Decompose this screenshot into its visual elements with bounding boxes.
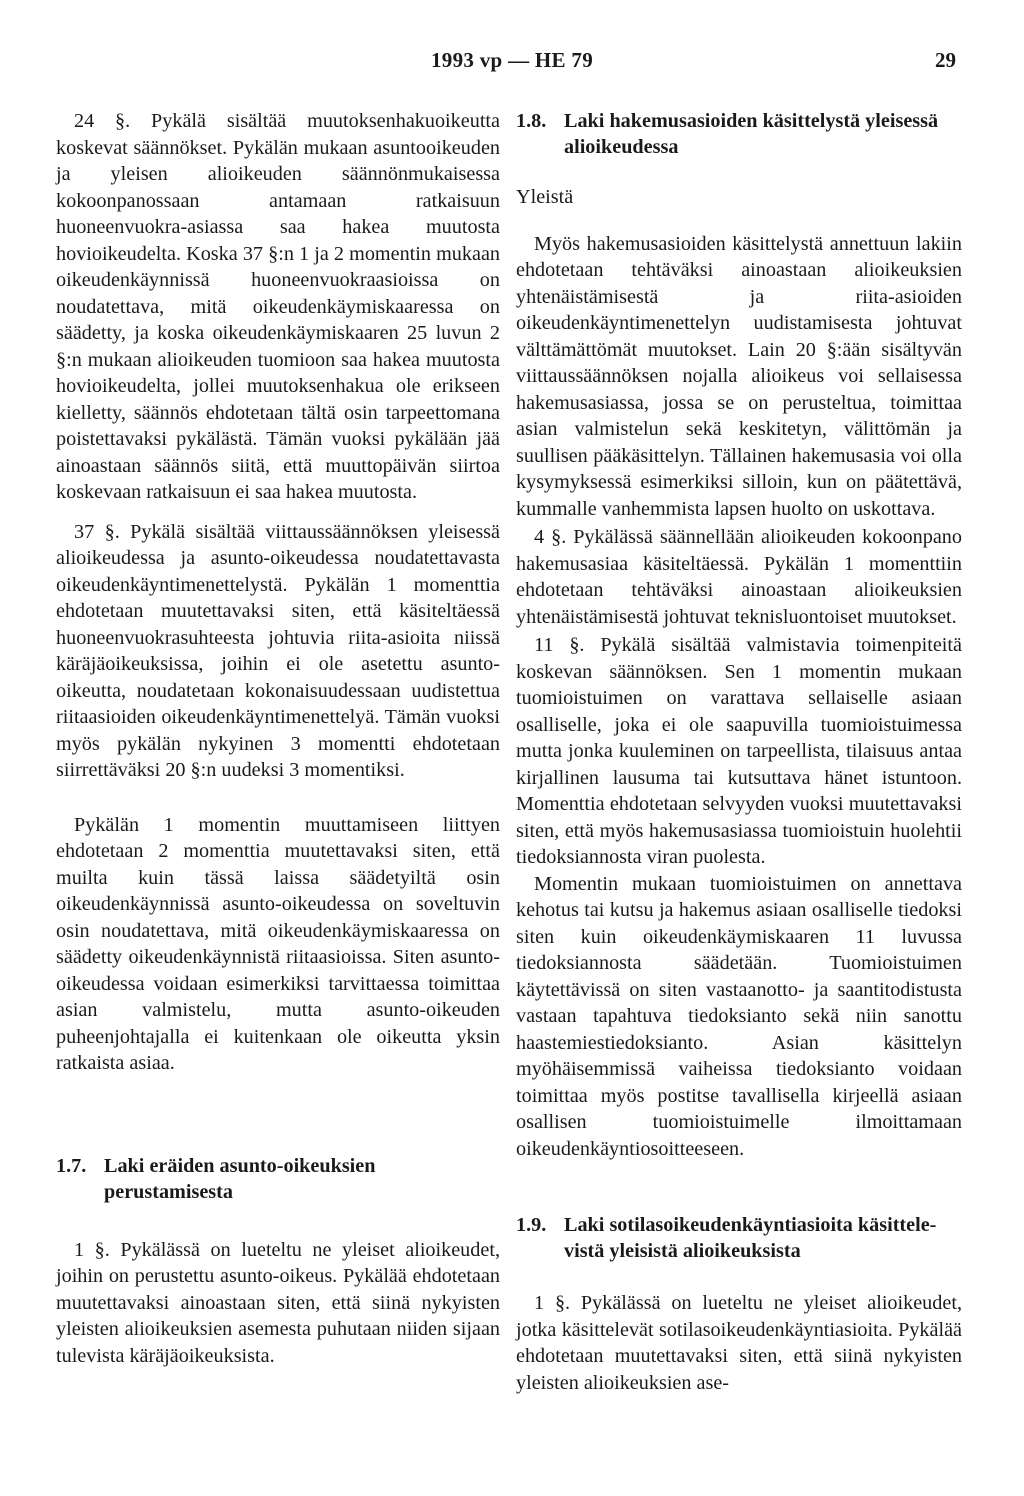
page-number: 29 [935,48,956,72]
paragraph-37-section: 37 §. Pykälä sisältää viittaussäännöksen yleisessä alioikeudessa ja asunto-oikeudessa noudatettavasta oikeudenkäyntimenettelystä. Pykälän 1 momenttia ehdotetaan muutettavaksi siten, että käsiteltäessä huoneenvuokrasuhteesta johtuvia riita-asioita niissä käräjäoikeuksissa, joihin ei ole asetettu asunto-oikeutta, noudatetaan kokonaisuudessaan uudistettua riitaasioiden oikeudenkäyntimenettelyä. Tämän vuoksi myös pykälän nykyinen 3 momentti ehdotetaan siirrettäväksi 20 §:n uudeksi 3 momentiksi. [56,520,500,781]
paragraph-1-section: 1 §. Pykälässä on lueteltu ne yleiset alioikeudet, joihin on perustettu asunto-oikeus. Pykälää ehdotetaan muutettavaksi ainoastaan siten, että siinä nykyisten yleisten alioikeuksien asemesta puhutaan niiden sijaan tulevista käräjäoikeuksista. [56,1238,500,1367]
paragraph-37-moment-1: Pykälän 1 momentin muuttamiseen liittyen ehdotetaan 2 momenttia muutettavaksi siten, että muilta kuin tässä laissa säädetyiltä osin oikeudenkäynnissä asunto-oikeudessa on soveltuvin osin noudatettava, mitä oikeudenkäymiskaaressa on säädetty oikeudenkäynnistä riitaasioissa. Siten asunto-oikeudessa voidaan esimerkiksi tarvittaessa toimittaa asian valmistelu, mutta asunto-oikeuden puheenjohtajalla ei kuitenkaan ole oikeutta yksin ratkaista asiaa. [56,813,500,1074]
left-column [56,108,500,1369]
section-number: 1.8. [516,110,547,132]
section-heading-1-7 [56,1153,500,1205]
section-title: Laki eräiden asunto-oikeuksien perustamisesta [104,1154,376,1203]
section-number: 1.9. [516,1214,547,1236]
section-title: Laki sotilasoikeudenkäyntiasioita käsittelevistä yleisistä alioikeuksista [564,1214,937,1262]
section-heading-1-9 [516,1212,962,1264]
paragraph-moment: Momentin mukaan tuomioistuimen on annettava kehotus tai kutsu ja hakemus asiaan osalliselle tiedoksi siten kuin oikeudenkäymiskaaren 11 luvussa tiedoksiannosta säädetään. Tuomioistuimen käytettävissä on siten vastaanotto- ja saantitodistusta vastaan tapahtuva tiedoksianto sekä niin sanottu haastemiestiedoksianto. Asian käsittelyn myöhäisemmissä vaiheissa tiedoksianto voidaan toimittaa myös postitse tavallisella kirjeellä asiaan osallisen tuomioistuimelle ilmoittamaan oikeudenkäyntiosoitteeseen. [516,872,962,1160]
section-number: 1.7. [56,1154,87,1177]
right-column [516,108,962,1396]
paragraph-11-section: 11 §. Pykälä sisältää valmistavia toimenpiteitä koskevan säännöksen. Sen 1 momentin mukaan tuomioistuimen on varattava sellaiselle asiaan osalliselle, joka ei ole saapuvilla tuomioistuimessa mutta jonka kuuleminen on tarpeellista, tilaisuus antaa kirjallinen lausuma tai kutsuttava hänet istuntoon. Momenttia ehdotetaan selvyyden vuoksi muutettavaksi siten, että myös hakemusasiassa tuomioistuin huolehtii tiedoksiannosta viran puolesta. [516,634,962,868]
paragraph-24-section: 24 §. Pykälä sisältää muutoksenhakuoikeutta koskevat säännökset. Pykälän mukaan asuntooikeuden ja yleisen alioikeuden säännönmukaisessa kokoonpanossaan antamaan ratkaisuun huoneenvuokra-asiassa saa hakea muutosta hovioikeudelta. Koska 37 §:n 1 ja 2 momentin mukaan oikeudenkäynnissä huoneenvuokraasioissa on noudatettava, mitä oikeudenkäymiskaaressa on säädetty, ja koska oikeudenkäymiskaaren 25 luvun 2 §:n mukaan alioikeuden tuomioon saa hakea muutosta hovioikeudelta, jollei muutoksenhakua ole erikseen kielletty, säännös ehdotetaan tältä osin tarpeettomana poistettavaksi pykälästä. Tämän vuoksi pykälään jää ainoastaan säännös siitä, että muuttopäivän siirtoa koskevaan ratkaisuun ei saa hakea muutosta. [56,110,500,503]
section-title: Laki hakemusasioiden käsittelystä yleisessä alioikeudessa [564,110,939,158]
paragraph-general: Myös hakemusasioiden käsittelystä annettuun lakiin ehdotetaan tehtäväksi ainoastaan alioikeuksien yhtenäistämisestä ja riita-asioiden oikeudenkäyntimenettelyn uudistamisesta johtuvat välttämättömät muutokset. Lain 20 §:ään sisältyvän viittaussäännöksen nojalla alioikeus voi sellaisessa hakemusasiassa, jossa se on perusteltua, toimittaa asian valmistelun sekä keskitetyn, välittömän ja suullisen pääkäsittelyn. Tällainen hakemusasia voi olla kysymyksessä esimerkiksi silloin, kun on päätettävä, kummalle vanhemmista lapsen huolto on uskottava. [516,232,962,520]
section-heading-1-8 [516,108,962,160]
paragraph-4-section: 4 §. Pykälässä säännellään alioikeuden kokoonpano hakemusasiaa käsiteltäessä. Pykälän 1 momenttiin ehdotetaan tehtäväksi ainoastaan alioikeuksien yhtenäistämisestä johtuvat teknisluontoiset muutokset. [516,526,962,628]
subheading-yleista: Yleistä [516,186,574,208]
paragraph-1-section: 1 §. Pykälässä on lueteltu ne yleiset alioikeudet, jotka käsittelevät sotilasoikeudenkäyntiasioita. Pykälää ehdotetaan muutettavaksi siten, että siinä nykyisten yleisten alioikeuksien ase- [516,1292,962,1394]
page-header [0,48,1024,78]
running-title: 1993 vp — HE 79 [430,48,594,72]
